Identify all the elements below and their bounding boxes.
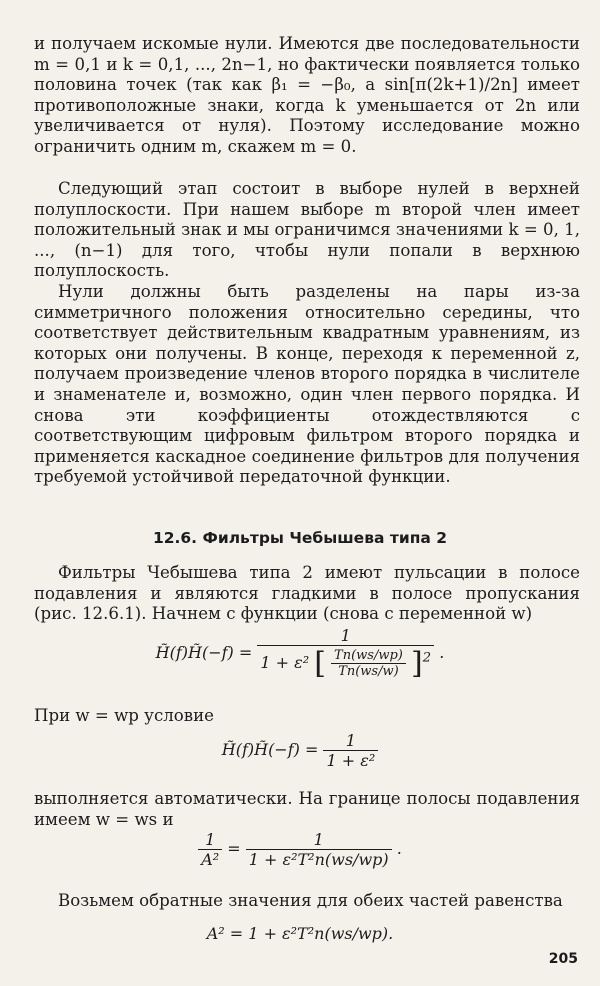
- paragraph-4: Фильтры Чебышева типа 2 имеют пульсации в полосе подавления и являются гладкими в полосе пропускания (рис. 12.6.1). Начнем с функции (снова с переменной w): [34, 563, 580, 624]
- equation-2: [0, 731, 600, 770]
- eq1-numerator: 1: [257, 626, 434, 646]
- eq2-lhs: H̃(f)H̃(−f) =: [221, 740, 319, 759]
- paragraph-3: Нули должны быть разделены на пары из-за симметричного положения относительно середины, что соответствует действительным квадратным уравнениям, из которых они получены. В конце, переходя к переменной z, получаем произведение членов второго порядка в числителе и знаменателе и, возможно, один член первого порядка. И снова эти коэффициенты отождествляются с соответствующим цифровым фильтром второго порядка и применяется каскадное соединение фильтров для получения требуемой устойчивой передаточной функции.: [34, 282, 580, 487]
- paragraph-5: При w = wp условие: [34, 706, 214, 725]
- eq2-denominator: 1 + ε²: [326, 751, 376, 770]
- eq3-trailing: .: [396, 839, 402, 858]
- eq1-denominator: [257, 646, 434, 681]
- eq1-trailing: .: [439, 643, 445, 662]
- eq1-fraction: [257, 626, 434, 681]
- eq3-denominator: 1 + ε²T²n(ws/wp): [248, 850, 389, 869]
- right-bracket: ]: [410, 646, 423, 681]
- eq3-numerator: 1: [246, 830, 392, 850]
- paragraph-6: выполняется автоматически. На границе полосы подавления имеем w = ws и: [34, 789, 580, 829]
- equation-1: [0, 626, 600, 681]
- eq1-exponent: 2: [422, 650, 432, 666]
- eq1-inner-numerator: Tn(ws/wp): [331, 648, 406, 664]
- eq3-lhs-denominator: A²: [201, 850, 220, 869]
- eq3-lhs-fraction: [198, 830, 222, 869]
- eq1-inner-fraction: [331, 648, 406, 679]
- paragraph-7: Возьмем обратные значения для обеих частей равенства: [58, 891, 563, 910]
- eq3-fraction: [246, 830, 392, 869]
- equation-4: A² = 1 + ε²T²n(ws/wp).: [206, 924, 394, 943]
- eq2-fraction: [323, 731, 378, 770]
- eq3-lhs-numerator: 1: [198, 830, 222, 850]
- eq2-numerator: 1: [323, 731, 378, 751]
- equation-3: [0, 830, 600, 869]
- paragraph-2: Следующий этап состоит в выборе нулей в верхней полуплоскости. При нашем выборе m второй член имеет положительный знак и мы ограничимся значениями k = 0, 1, ..., (n−1) для того, чтобы нули попали в верхнюю полуплоскость.: [34, 179, 580, 281]
- paragraph-1: и получаем искомые нули. Имеются две последовательности m = 0,1 и k = 0,1, ..., 2n−1, но фактически появляется только половина точек (так как β₁ = −β₀, a sin[π(2k+1)/2n] имеет противоположные знаки, когда k уменьшается от 2n или увеличивается от нуля). Поэтому исследование можно ограничить одним m, скажем m = 0.: [34, 34, 580, 156]
- section-heading: 12.6. Фильтры Чебышева типа 2: [152, 529, 448, 547]
- left-bracket: [: [314, 646, 326, 681]
- eq1-lhs: H̃(f)H̃(−f) =: [155, 643, 253, 662]
- page-number: 205: [548, 951, 578, 967]
- eq3-equals: =: [227, 839, 241, 858]
- eq1-inner-denominator: Tn(ws/w): [338, 664, 399, 679]
- eq1-denominator-prefix: 1 + ε²: [260, 653, 310, 672]
